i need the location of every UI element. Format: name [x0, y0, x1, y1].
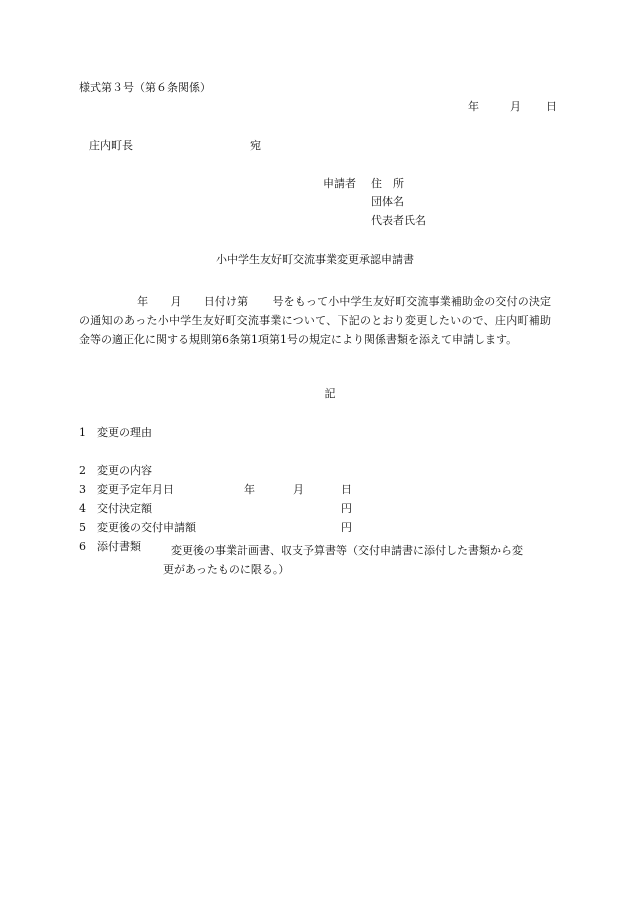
body-paragraph	[79, 292, 551, 349]
date-year: 年	[468, 100, 479, 113]
date-day: 日	[546, 100, 557, 113]
form-number: 様式第３号（第６条関係）	[79, 81, 211, 94]
applicant-label: 申請者	[323, 177, 356, 190]
change-date-month: 月	[293, 483, 304, 496]
applicant-representative: 代表者氏名	[371, 214, 426, 227]
applicant-organization: 団体名	[371, 195, 404, 208]
list-item: 6 添付書類	[79, 540, 141, 553]
body-rest: 号をもって小中学生友好町交流事業補助金の交付の決定の通知のあった小中学生友好町交流事業について、下記のとおり変更したいので、庄内町補助金等の適正化に関する規則第6条第1項第1号の規定により関係書類を添えて申請します。	[79, 295, 552, 346]
change-date-year: 年	[244, 483, 255, 496]
change-date-fields	[244, 484, 352, 495]
body-date-no: 日付け第	[203, 295, 249, 308]
applicant-address: 住 所	[371, 177, 404, 190]
body-year: 年	[137, 295, 149, 308]
document-title: 小中学生友好町交流事業変更承認申請書	[216, 253, 414, 266]
yen-unit-application: 円	[341, 521, 352, 534]
date-line	[468, 101, 557, 112]
yen-unit-grant: 円	[341, 502, 352, 515]
ki-heading: 記	[324, 387, 336, 400]
list-item: 2 変更の内容	[79, 464, 152, 477]
addressee-name: 庄内町長	[89, 139, 133, 152]
body-month: 月	[170, 295, 182, 308]
attachment-description: 変更後の事業計画書、収支予算書等（交付申請書に添付した書類から変 更があったものに限る。）	[163, 544, 523, 576]
list-item: 3 変更予定年月日	[79, 483, 174, 496]
list-item: 1 変更の理由	[79, 426, 152, 439]
list-item: 5 変更後の交付申請額	[79, 521, 196, 534]
addressee-suffix: 宛	[250, 139, 261, 152]
list-item: 4 交付決定額	[79, 502, 152, 515]
date-month: 月	[510, 100, 521, 113]
change-date-day: 日	[341, 483, 352, 496]
